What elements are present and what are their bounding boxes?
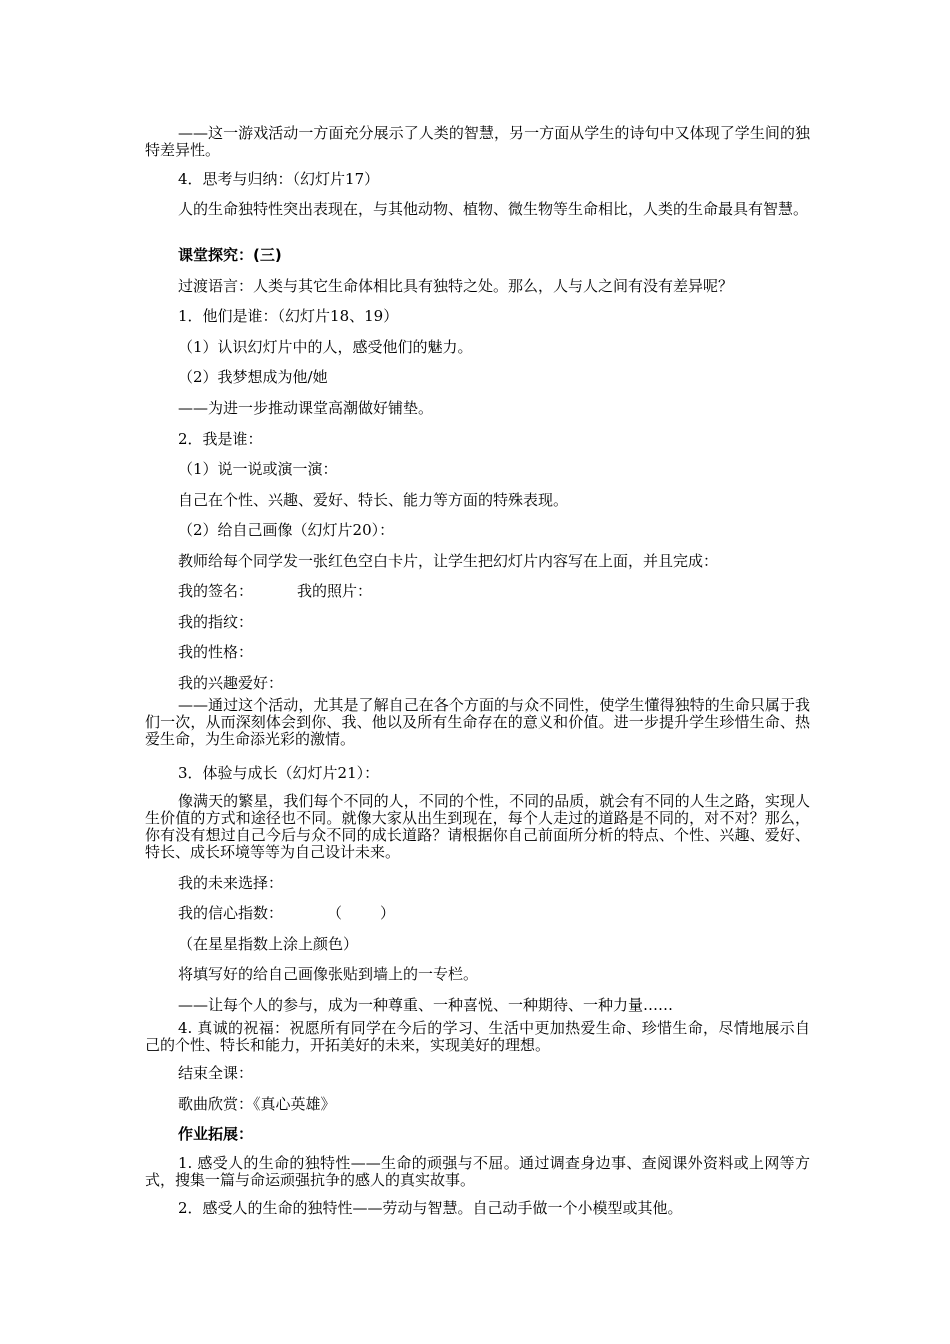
section-heading-explore-3: 课堂探究：(三) xyxy=(178,246,282,264)
label-my-photo: 我的照片： xyxy=(297,582,373,600)
heading-who-am-i: 2．我是谁： xyxy=(178,430,263,448)
paragraph-post-on-wall: 将填写好的给自己画像张贴到墙上的一专栏。 xyxy=(178,965,479,983)
paragraph-human-wisdom: 人的生命独特性突出表现在，与其他动物、植物、微生物等生命相比，人类的生命最具有智慧。 xyxy=(178,200,809,218)
note-color-stars: （在星星指数上涂上颜色） xyxy=(178,935,359,953)
paragraph-pave-way: ——为进一步推动课堂高潮做好铺垫。 xyxy=(178,399,434,417)
paragraph-song: 歌曲欣赏：《真心英雄》 xyxy=(178,1095,336,1113)
paragraph-blessing: 4. 真诚的祝福：祝愿所有同学在今后的学习、生活中更加热爱生命、珍惜生命，尽情地展示自己的个性、特长和能力，开拓美好的未来，实现美好的理想。 xyxy=(145,1019,810,1054)
homework-item-1: 1. 感受人的生命的独特性——生命的顽强与不屈。通过调查身边事、查阅课外资料或上网等方式，搜集一篇与命运顽强抗争的感人的真实故事。 xyxy=(145,1154,810,1189)
section-heading-homework: 作业拓展： xyxy=(178,1125,254,1143)
heading-think-summarize: 4．思考与归纳：（幻灯片17） xyxy=(178,170,380,188)
paragraph-teacher-card: 教师给每个同学发一张红色空白卡片，让学生把幻灯片内容写在上面，并且完成： xyxy=(178,552,719,570)
homework-item-2: 2．感受人的生命的独特性——劳动与智慧。自己动手做一个小模型或其他。 xyxy=(178,1199,683,1217)
heading-experience-growth: 3．体验与成长（幻灯片21）： xyxy=(178,764,380,782)
paragraph-stars: 像满天的繁星，我们每个不同的人，不同的个性，不同的品质，就会有不同的人生之路，实现人生价值的方式和途径也不同。就像大家从出生到现在，每个人走过的道路是不同的，对不对？那么，你有没有想过自己今后与众不同的成长道路？请根据你自己前面所分析的特点、个性、兴趣、爱好、特长、成长环境等等为自己设计未来。 xyxy=(145,792,810,861)
paragraph-activity-meaning: ——通过这个活动，尤其是了解自己在各个方面的与众不同性，使学生懂得独特的生命只属于我们一次，从而深刻体会到你、我、他以及所有生命存在的意义和价值。进一步提升学生珍惜生命、热爱生命，为生命添光彩的激情。 xyxy=(145,696,810,748)
line-signature-photo xyxy=(145,583,810,600)
heading-end-class: 结束全课： xyxy=(178,1064,254,1082)
label-my-interests: 我的兴趣爱好： xyxy=(178,674,284,692)
line-confidence-index xyxy=(145,905,810,922)
label-confidence-index: 我的信心指数： xyxy=(178,904,284,922)
label-my-personality: 我的性格： xyxy=(178,643,254,661)
item-say-or-act: （1）说一说或演一演： xyxy=(178,460,338,478)
paragraph-participation: ——让每个人的参与，成为一种尊重、一种喜悦、一种期待、一种力量…… xyxy=(178,996,674,1014)
label-my-fingerprint: 我的指纹： xyxy=(178,613,254,631)
paragraph-self-traits: 自己在个性、兴趣、爱好、特长、能力等方面的特殊表现。 xyxy=(178,491,569,509)
paren-close: ） xyxy=(380,904,396,922)
paragraph-transition: 过渡语言：人类与其它生命体相比具有独特之处。那么，人与人之间有没有差异呢？ xyxy=(178,277,734,295)
item-self-portrait: （2）给自己画像（幻灯片20）： xyxy=(178,521,395,539)
label-future-choice: 我的未来选择： xyxy=(178,874,284,892)
paragraph-game-summary: ——这一游戏活动一方面充分展示了人类的智慧，另一方面从学生的诗句中又体现了学生间的独特差异性。 xyxy=(145,124,810,159)
item-know-people: （1）认识幻灯片中的人，感受他们的魅力。 xyxy=(178,338,473,356)
paren-open: （ xyxy=(327,904,343,922)
item-dream: （2）我梦想成为他/她 xyxy=(178,368,328,386)
label-my-signature: 我的签名： xyxy=(178,582,254,600)
heading-who-are-they: 1．他们是谁：（幻灯片18、19） xyxy=(178,307,399,325)
